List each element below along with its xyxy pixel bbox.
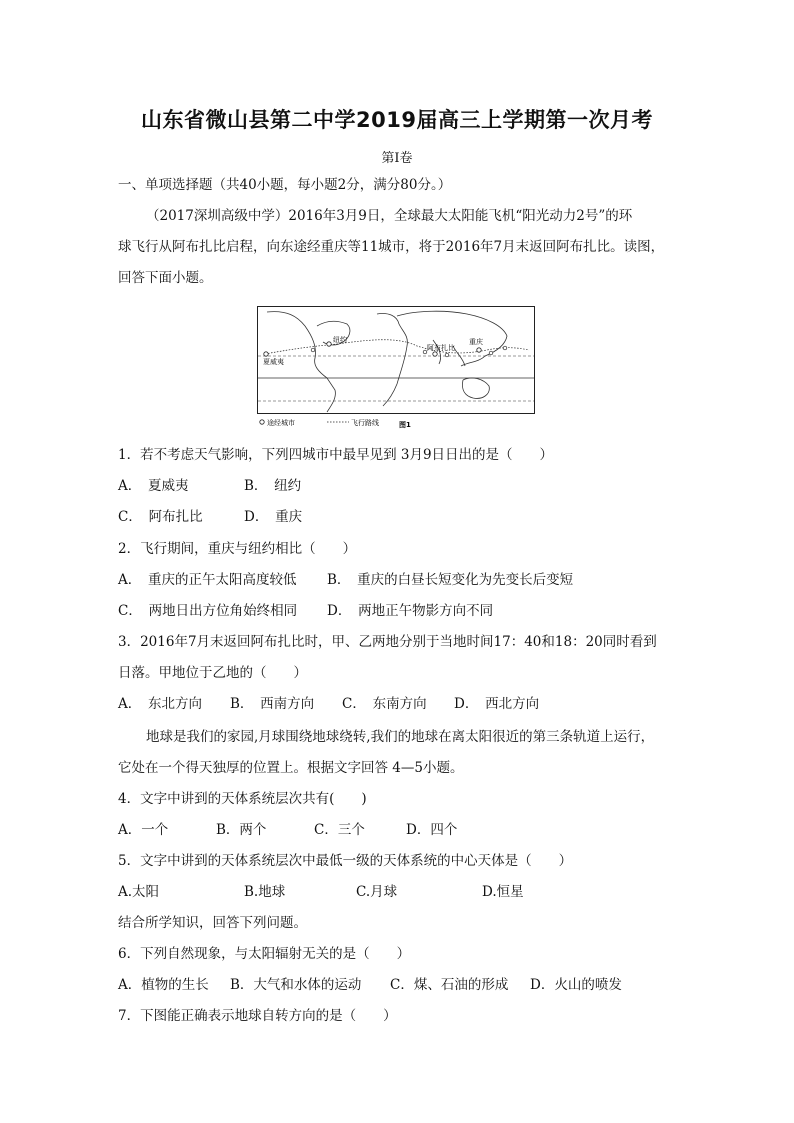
page-title: 山东省微山县第二中学2019届高三上学期第一次月考 <box>141 108 653 132</box>
question-4-stem: 4．文字中讲到的天体系统层次共有( ) <box>118 791 367 807</box>
q4-option-d: D．四个 <box>406 822 458 838</box>
question-1-stem: 1．若不考虑天气影响，下列四城市中最早见到 3月9日日出的是（ ） <box>118 447 554 463</box>
passage-1-line-3: 回答下面小题。 <box>118 270 213 286</box>
q2-option-c: C． 两地日出方位角始终相同 <box>118 603 298 619</box>
map-label-hawaii: 夏威夷 <box>263 358 284 366</box>
q3-option-c: C． 东南方向 <box>342 696 427 712</box>
q4-option-c: C．三个 <box>314 822 365 838</box>
city-marker-newyork <box>327 342 331 346</box>
world-map-figure <box>257 306 535 430</box>
city-marker-hawaii <box>264 352 268 356</box>
legend-route-label: 飞行路线 <box>351 419 379 427</box>
map-label-chongqing: 重庆 <box>469 338 483 346</box>
q1-option-a: A． 夏威夷 <box>118 478 189 494</box>
map-label-abudhabi: 阿布扎比 <box>427 344 455 352</box>
figure-caption: 图1 <box>399 421 411 429</box>
q5-option-a: A.太阳 <box>118 884 160 900</box>
q1-option-b: B． 纽约 <box>244 478 302 494</box>
q3-option-a: A． 东北方向 <box>118 696 202 712</box>
question-3-stem-line-1: 3．2016年7月末返回阿布扎比时，甲、乙两地分别于当地时间17：40和18：20同时看到 <box>118 634 657 650</box>
q5-option-d: D.恒星 <box>482 884 524 900</box>
q2-option-d: D． 两地正午物影方向不同 <box>327 603 494 619</box>
q2-option-b: B． 重庆的白昼长短变化为先变长后变短 <box>327 572 574 588</box>
section-label: 第Ⅰ卷 <box>381 151 413 166</box>
q6-option-c: C．煤、石油的形成 <box>390 977 509 993</box>
section-heading: 一、单项选择题（共40小题，每小题2分，满分80分。） <box>118 177 452 193</box>
q6-option-b: B．大气和水体的运动 <box>230 977 362 993</box>
map-label-newyork: 纽约 <box>333 336 347 344</box>
instruction-note: 结合所学知识，回答下列问题。 <box>118 915 307 931</box>
flight-route-map <box>257 306 535 430</box>
question-6-stem: 6．下列自然现象，与太阳辐射无关的是（ ） <box>118 946 411 962</box>
q6-option-d: D．火山的喷发 <box>530 977 622 993</box>
city-marker-chongqing <box>477 348 481 352</box>
legend-city-label: 途经城市 <box>267 419 295 427</box>
question-5-stem: 5．文字中讲到的天体系统层次中最低一级的天体系统的中心天体是（ ） <box>118 853 573 869</box>
passage-2-line-1: 地球是我们的家园,月球围绕地球绕转,我们的地球在离太阳很近的第三条轨道上运行， <box>146 729 655 745</box>
q2-option-a: A． 重庆的正午太阳高度较低 <box>118 572 297 588</box>
passage-2-line-2: 它处在一个得天独厚的位置上。根据文字回答 4—5小题。 <box>118 760 464 776</box>
question-3-stem-line-2: 日落。甲地位于乙地的（ ） <box>118 665 307 681</box>
question-7-stem: 7．下图能正确表示地球自转方向的是（ ） <box>118 1008 397 1024</box>
passage-1-line-1: （2017深圳高级中学）2016年3月9日，全球最大太阳能飞机“阳光动力2号”的环 <box>146 208 633 224</box>
q5-option-b: B.地球 <box>244 884 286 900</box>
q4-option-a: A．一个 <box>118 822 169 838</box>
question-2-stem: 2．飞行期间，重庆与纽约相比（ ） <box>118 541 357 557</box>
q5-option-c: C.月球 <box>356 884 398 900</box>
city-marker-abudhabi <box>433 352 437 356</box>
q3-option-b: B． 西南方向 <box>230 696 315 712</box>
passage-1-line-2: 球飞行从阿布扎比启程，向东途经重庆等11城市，将于2016年7月末返回阿布扎比。读图， <box>118 239 665 255</box>
q1-option-d: D． 重庆 <box>244 509 303 525</box>
q6-option-a: A．植物的生长 <box>118 977 209 993</box>
q1-option-c: C． 阿布扎比 <box>118 509 203 525</box>
q3-option-d: D． 西北方向 <box>454 696 540 712</box>
q4-option-b: B．两个 <box>216 822 267 838</box>
